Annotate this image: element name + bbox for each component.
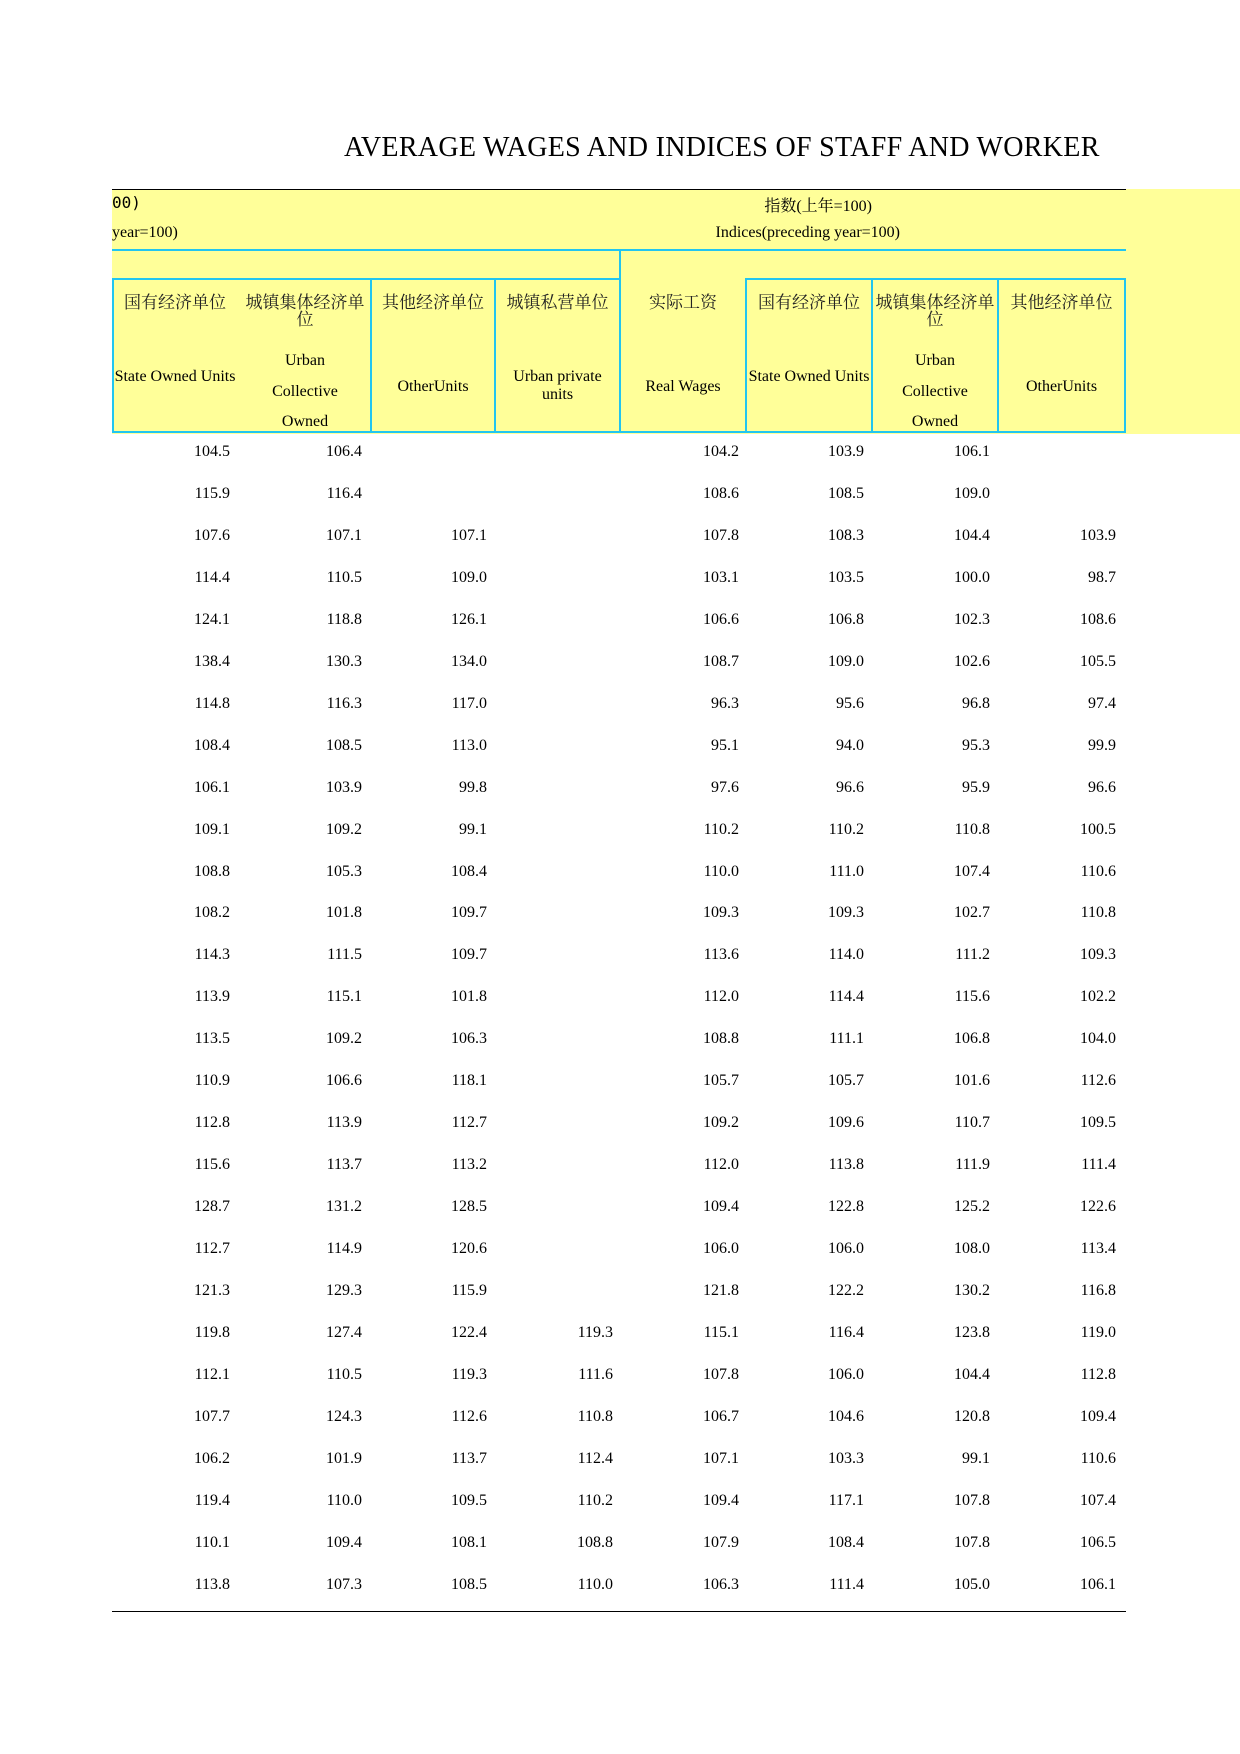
table-cell: 118.8 xyxy=(326,610,362,628)
table-cell: 116.4 xyxy=(326,484,362,502)
table-cell: 97.4 xyxy=(1088,694,1116,712)
table-row xyxy=(112,473,1126,515)
table-cell: 104.5 xyxy=(194,443,230,460)
table-cell: 102.2 xyxy=(1080,988,1116,1006)
table-cell: 108.0 xyxy=(954,1240,990,1258)
table-cell: 115.1 xyxy=(326,988,362,1006)
table-cell: 111.0 xyxy=(829,862,864,880)
table-cell: 117.1 xyxy=(828,1491,864,1509)
table-cell: 103.1 xyxy=(703,568,739,586)
table-cell: 130.2 xyxy=(954,1282,990,1299)
table-cell: 108.5 xyxy=(451,1575,487,1593)
table-cell: 104.4 xyxy=(954,1365,990,1383)
table-cell: 126.1 xyxy=(451,610,487,628)
left-group-cn-fragment: 00) xyxy=(112,193,141,212)
table-row xyxy=(112,1312,1126,1354)
table-cell: 104.6 xyxy=(828,1407,864,1425)
table-row xyxy=(112,1228,1126,1270)
table-cell: 106.3 xyxy=(451,1030,487,1048)
table-cell: 138.4 xyxy=(194,652,230,670)
col-header-zh: 城镇私营单位 xyxy=(506,293,609,312)
col-header-zh: 城镇集体经济单位 xyxy=(875,293,995,329)
table-cell: 109.4 xyxy=(326,1533,362,1551)
table-cell: 114.4 xyxy=(828,988,864,1006)
table-cell: 112.6 xyxy=(451,1407,487,1425)
table-cell: 106.6 xyxy=(703,610,739,628)
table-cell: 103.9 xyxy=(828,443,864,460)
table-cell: 112.0 xyxy=(703,988,739,1006)
table-cell: 101.6 xyxy=(954,1072,990,1090)
table-cell: 109.2 xyxy=(703,1114,739,1132)
table-cell: 99.8 xyxy=(459,778,487,796)
table-cell: 107.1 xyxy=(451,526,487,544)
table-row xyxy=(112,1270,1126,1312)
table-cell: 108.8 xyxy=(194,862,230,880)
table-cell: 95.6 xyxy=(836,694,864,712)
table-row xyxy=(112,515,1126,557)
table-cell: 109.7 xyxy=(451,904,487,922)
table-cell: 113.9 xyxy=(326,1114,362,1132)
table-cell: 96.8 xyxy=(962,694,990,712)
table-cell: 130.3 xyxy=(326,652,362,670)
table-cell: 112.7 xyxy=(194,1240,230,1258)
table-cell: 113.0 xyxy=(451,736,487,754)
col-header-zh: 其他经济单位 xyxy=(1010,293,1113,312)
table-cell: 122.6 xyxy=(1080,1198,1116,1216)
table-cell: 107.9 xyxy=(703,1533,739,1551)
table-cell: 109.0 xyxy=(451,568,487,586)
table-row xyxy=(112,1186,1126,1228)
table-row xyxy=(112,934,1126,976)
col-header-index-urban-collective xyxy=(873,280,997,432)
table-cell: 104.2 xyxy=(703,443,739,460)
table-cell: 101.8 xyxy=(326,904,362,922)
table-cell: 114.3 xyxy=(194,946,230,964)
table-cell: 110.0 xyxy=(577,1575,613,1593)
table-row xyxy=(112,1564,1126,1606)
table-cell: 106.8 xyxy=(954,1030,990,1048)
page-title: AVERAGE WAGES AND INDICES OF STAFF AND WORKER xyxy=(344,132,1100,163)
table-cell: 109.4 xyxy=(703,1198,739,1216)
col-header-en: Real Wages xyxy=(645,378,721,395)
table-cell: 128.7 xyxy=(194,1198,230,1216)
table-row xyxy=(112,1144,1126,1186)
table-cell: 95.9 xyxy=(962,778,990,796)
table-cell: 107.4 xyxy=(1080,1491,1116,1509)
table-cell: 108.8 xyxy=(703,1030,739,1048)
table-cell: 108.4 xyxy=(194,736,230,754)
table-cell: 113.7 xyxy=(326,1156,362,1174)
table-cell: 98.7 xyxy=(1088,568,1116,586)
table-cell: 128.5 xyxy=(451,1198,487,1216)
table-cell: 113.7 xyxy=(451,1449,487,1467)
col-header-en: State Owned Units xyxy=(748,368,870,385)
table-cell: 106.8 xyxy=(828,610,864,628)
table-cell: 99.1 xyxy=(459,820,487,838)
table-cell: 112.7 xyxy=(451,1114,487,1132)
col-header-urban-private xyxy=(496,280,619,432)
table-cell: 95.1 xyxy=(711,736,739,754)
table-row xyxy=(112,1522,1126,1564)
table-cell: 112.1 xyxy=(194,1365,230,1383)
table-cell: 105.7 xyxy=(703,1072,739,1090)
table-cell: 115.1 xyxy=(703,1323,739,1341)
table-cell: 106.1 xyxy=(954,443,990,460)
table-cell: 108.5 xyxy=(828,484,864,502)
table-cell: 110.6 xyxy=(1080,862,1116,880)
table-cell: 103.3 xyxy=(828,1449,864,1467)
col-header-other-units xyxy=(372,280,494,432)
table-cell: 111.6 xyxy=(578,1365,613,1383)
col-header-urban-collective xyxy=(244,280,366,432)
table-cell: 108.6 xyxy=(703,484,739,502)
table-cell: 105.0 xyxy=(954,1575,990,1593)
table-cell: 107.4 xyxy=(954,862,990,880)
table-cell: 117.0 xyxy=(451,694,487,712)
table-cell: 114.8 xyxy=(194,694,230,712)
table-cell: 106.4 xyxy=(326,443,362,460)
table-cell: 113.2 xyxy=(451,1156,487,1174)
table-cell: 107.7 xyxy=(194,1407,230,1425)
table-cell: 120.6 xyxy=(451,1240,487,1258)
table-cell: 125.2 xyxy=(954,1198,990,1216)
table-cell: 115.9 xyxy=(194,484,230,502)
table-cell: 106.3 xyxy=(703,1575,739,1593)
table-cell: 102.3 xyxy=(954,610,990,628)
table-row xyxy=(112,1396,1126,1438)
table-cell: 97.6 xyxy=(711,778,739,796)
table-cell: 105.7 xyxy=(828,1072,864,1090)
table-cell: 119.0 xyxy=(1080,1323,1116,1341)
table-cell: 109.1 xyxy=(194,820,230,838)
table-cell: 134.0 xyxy=(451,652,487,670)
table-cell: 108.4 xyxy=(828,1533,864,1551)
table-cell: 96.3 xyxy=(711,694,739,712)
table-cell: 106.5 xyxy=(1080,1533,1116,1551)
table-cell: 112.0 xyxy=(703,1156,739,1174)
table-cell: 121.8 xyxy=(703,1282,739,1299)
table-cell: 108.7 xyxy=(703,652,739,670)
table-cell: 108.8 xyxy=(577,1533,613,1551)
table-cell: 104.4 xyxy=(954,526,990,544)
table-cell: 109.3 xyxy=(828,904,864,922)
table-row xyxy=(112,851,1126,893)
col-header-zh: 城镇集体经济单位 xyxy=(245,293,365,329)
table-cell: 109.6 xyxy=(828,1114,864,1132)
table-cell: 122.8 xyxy=(828,1198,864,1216)
left-group-en-fragment: year=100) xyxy=(112,224,178,241)
table-cell: 105.3 xyxy=(326,862,362,880)
table-cell: 110.1 xyxy=(194,1533,230,1551)
table-cell: 109.0 xyxy=(954,484,990,502)
table-cell: 104.0 xyxy=(1080,1030,1116,1048)
col-header-en: Urban private units xyxy=(513,368,602,403)
table-row xyxy=(112,767,1126,809)
col-header-index-other-units xyxy=(999,280,1124,432)
table-cell: 102.6 xyxy=(954,652,990,670)
table-cell: 107.1 xyxy=(703,1449,739,1467)
table-cell: 109.7 xyxy=(451,946,487,964)
table-cell: 110.5 xyxy=(326,1365,362,1383)
table-cell: 110.2 xyxy=(703,820,739,838)
table-cell: 114.0 xyxy=(828,946,864,964)
table-cell: 109.2 xyxy=(326,820,362,838)
table-cell: 106.0 xyxy=(828,1365,864,1383)
table-cell: 107.8 xyxy=(954,1491,990,1509)
table-cell: 96.6 xyxy=(836,778,864,796)
col-header-en: Urban Collective Owned xyxy=(902,352,968,430)
table-cell: 119.3 xyxy=(451,1365,487,1383)
table-cell: 110.8 xyxy=(577,1407,613,1425)
table-row xyxy=(112,641,1126,683)
table-cell: 116.4 xyxy=(828,1323,864,1341)
table-cell: 127.4 xyxy=(326,1323,362,1341)
table-cell: 105.5 xyxy=(1080,652,1116,670)
bottom-rule xyxy=(112,1611,1126,1612)
col-header-en: State Owned Units xyxy=(114,368,236,385)
table-cell: 106.7 xyxy=(703,1407,739,1425)
table-row xyxy=(112,1060,1126,1102)
col-header-zh: 实际工资 xyxy=(649,293,717,312)
table-row xyxy=(112,431,1126,473)
table-cell: 124.3 xyxy=(326,1407,362,1425)
table-cell: 112.8 xyxy=(194,1114,230,1132)
table-cell: 108.4 xyxy=(451,862,487,880)
table-cell: 120.8 xyxy=(954,1407,990,1425)
table-cell: 107.8 xyxy=(703,1365,739,1383)
table-cell: 111.2 xyxy=(955,946,990,964)
table-cell: 108.6 xyxy=(1080,610,1116,628)
table-cell: 116.8 xyxy=(1080,1282,1116,1299)
table-row xyxy=(112,809,1126,851)
table-cell: 113.9 xyxy=(194,988,230,1006)
table-row xyxy=(112,725,1126,767)
table-cell: 113.8 xyxy=(828,1156,864,1174)
table-cell: 110.0 xyxy=(326,1491,362,1509)
table-row xyxy=(112,976,1126,1018)
table-cell: 95.3 xyxy=(962,736,990,754)
table-cell: 115.6 xyxy=(194,1156,230,1174)
indices-en-label: Indices(preceding year=100) xyxy=(715,224,900,241)
table-cell: 94.0 xyxy=(836,736,864,754)
table-cell: 111.9 xyxy=(955,1156,990,1174)
table-cell: 110.8 xyxy=(954,820,990,838)
table-row xyxy=(112,1102,1126,1144)
grid-line xyxy=(1124,278,1126,433)
col-header-en: Urban Collective Owned xyxy=(272,352,338,430)
table-cell: 99.9 xyxy=(1088,736,1116,754)
table-cell: 106.2 xyxy=(194,1449,230,1467)
table-cell: 112.6 xyxy=(1080,1072,1116,1090)
table-cell: 100.5 xyxy=(1080,820,1116,838)
table-cell: 103.9 xyxy=(326,778,362,796)
col-header-zh: 国有经济单位 xyxy=(758,293,860,312)
table-cell: 99.1 xyxy=(962,1449,990,1467)
table-cell: 116.3 xyxy=(326,694,362,712)
table-cell: 110.8 xyxy=(1080,904,1116,922)
grid-line xyxy=(620,249,1126,251)
indices-cn-label: 指数(上年=100) xyxy=(764,198,872,215)
table-cell: 96.6 xyxy=(1088,778,1116,796)
table-cell: 106.1 xyxy=(194,778,230,796)
table-cell: 106.1 xyxy=(1080,1575,1116,1593)
table-cell: 101.9 xyxy=(326,1449,362,1467)
table-row xyxy=(112,1354,1126,1396)
table-row xyxy=(112,599,1126,641)
table-cell: 109.5 xyxy=(451,1491,487,1509)
table-cell: 109.3 xyxy=(703,904,739,922)
table-cell: 115.9 xyxy=(451,1282,487,1299)
col-header-real-wages xyxy=(621,280,745,432)
table-cell: 109.4 xyxy=(703,1491,739,1509)
table-cell: 129.3 xyxy=(326,1282,362,1299)
table-cell: 113.8 xyxy=(194,1575,230,1593)
table-cell: 110.7 xyxy=(954,1114,990,1132)
table-cell: 106.0 xyxy=(828,1240,864,1258)
table-cell: 109.0 xyxy=(828,652,864,670)
table-cell: 114.4 xyxy=(194,568,230,586)
table-cell: 123.8 xyxy=(954,1323,990,1341)
table-cell: 122.4 xyxy=(451,1323,487,1341)
table-cell: 102.7 xyxy=(954,904,990,922)
table-cell: 111.5 xyxy=(327,946,362,964)
table-cell: 107.8 xyxy=(703,526,739,544)
table-cell: 107.1 xyxy=(326,526,362,544)
table-cell: 121.3 xyxy=(194,1282,230,1299)
table-row xyxy=(112,892,1126,934)
table-cell: 107.3 xyxy=(326,1575,362,1593)
table-cell: 114.9 xyxy=(326,1240,362,1258)
table-cell: 110.2 xyxy=(577,1491,613,1509)
table-cell: 100.0 xyxy=(954,568,990,586)
table-cell: 107.8 xyxy=(954,1533,990,1551)
table-cell: 112.4 xyxy=(577,1449,613,1467)
table-cell: 124.1 xyxy=(194,610,230,628)
table-cell: 103.5 xyxy=(828,568,864,586)
table-cell: 110.5 xyxy=(326,568,362,586)
table-cell: 109.4 xyxy=(1080,1407,1116,1425)
table-cell: 119.8 xyxy=(194,1323,230,1341)
table-cell: 101.8 xyxy=(451,988,487,1006)
table-cell: 110.0 xyxy=(703,862,739,880)
table-cell: 109.2 xyxy=(326,1030,362,1048)
table-row xyxy=(112,1018,1126,1060)
grid-line xyxy=(112,249,620,251)
table-cell: 109.3 xyxy=(1080,946,1116,964)
table-cell: 111.4 xyxy=(1081,1156,1116,1174)
table-cell: 108.1 xyxy=(451,1533,487,1551)
table-cell: 109.5 xyxy=(1080,1114,1116,1132)
table-row xyxy=(112,557,1126,599)
table-cell: 103.9 xyxy=(1080,526,1116,544)
table-row xyxy=(112,683,1126,725)
table-cell: 113.6 xyxy=(703,946,739,964)
table-row xyxy=(112,1438,1126,1480)
table-cell: 118.1 xyxy=(451,1072,487,1090)
col-header-state-owned xyxy=(114,280,236,432)
col-header-en: OtherUnits xyxy=(1025,378,1098,395)
table-row xyxy=(112,1480,1126,1522)
table-cell: 110.9 xyxy=(194,1072,230,1090)
col-header-index-state-owned xyxy=(747,280,871,432)
col-header-zh: 国有经济单位 xyxy=(124,293,226,312)
col-header-zh: 其他经济单位 xyxy=(382,293,484,312)
table-cell: 107.6 xyxy=(194,526,230,544)
table-cell: 112.8 xyxy=(1080,1365,1116,1383)
table-cell: 113.4 xyxy=(1080,1240,1116,1258)
table-cell: 110.2 xyxy=(828,820,864,838)
table-cell: 119.4 xyxy=(194,1491,230,1509)
table-cell: 119.3 xyxy=(577,1323,613,1341)
table-cell: 111.1 xyxy=(829,1030,864,1048)
table-cell: 108.2 xyxy=(194,904,230,922)
table-cell: 108.5 xyxy=(326,736,362,754)
table-cell: 122.2 xyxy=(828,1282,864,1299)
col-header-en: OtherUnits xyxy=(397,378,469,395)
table-cell: 106.0 xyxy=(703,1240,739,1258)
table-cell: 115.6 xyxy=(954,988,990,1006)
table-cell: 108.3 xyxy=(828,526,864,544)
top-rule xyxy=(112,189,1126,190)
table-cell: 111.4 xyxy=(829,1575,864,1593)
table-cell: 113.5 xyxy=(194,1030,230,1048)
table-cell: 110.6 xyxy=(1080,1449,1116,1467)
table-cell: 131.2 xyxy=(326,1198,362,1216)
table-cell: 106.6 xyxy=(326,1072,362,1090)
